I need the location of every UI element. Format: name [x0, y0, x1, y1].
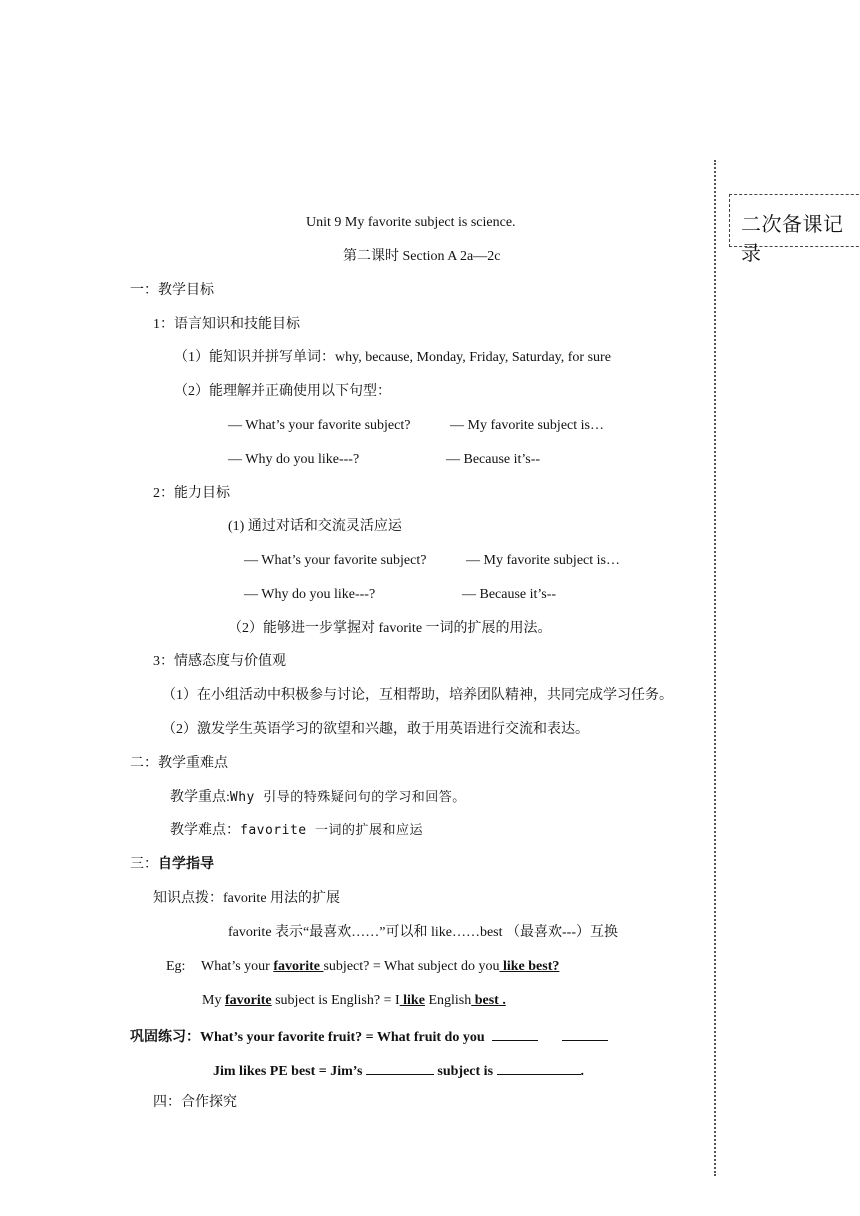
- practice-question-2-end: .: [580, 1064, 585, 1079]
- goal-2-item-1: (1) 通过对话和交流灵活应运: [228, 519, 402, 534]
- dialog-3-answer: — My favorite subject is…: [466, 553, 620, 568]
- section-2-heading: 二：教学重难点: [130, 756, 228, 771]
- example-1-keyword: favorite: [273, 959, 324, 974]
- section-3-heading: [130, 856, 214, 874]
- side-note-label: 二次备课记录: [741, 212, 844, 265]
- practice-label: 巩固练习：: [130, 1030, 200, 1045]
- practice-question-2-part-a: Jim likes PE best = Jim’s: [213, 1064, 363, 1079]
- dialog-2-question: — Why do you like---?: [228, 452, 360, 467]
- goal-2-item-2: （2）能够进一步掌握对 favorite 一词的扩展的用法。: [228, 621, 552, 636]
- key-point-label: 教学重点:: [170, 790, 230, 805]
- lesson-title: Unit 9 My favorite subject is science.: [306, 215, 516, 230]
- section-3-title: 自学指导: [158, 857, 214, 872]
- difficult-point-text: favorite 一词的扩展和应运: [240, 823, 423, 838]
- difficult-point-label: 教学难点：: [170, 823, 240, 838]
- example-label: Eg:: [166, 959, 186, 974]
- dialog-4-answer: — Because it’s--: [462, 587, 557, 602]
- goal-2-heading: 2：能力目标: [153, 486, 230, 501]
- goal-3-item-2: （2）激发学生英语学习的欲望和兴趣，敢于用英语进行交流和表达。: [162, 722, 589, 737]
- margin-divider: [714, 160, 716, 1176]
- example-1: [201, 958, 559, 976]
- practice-line-2: [213, 1060, 584, 1081]
- dialog-2-answer: — Because it’s--: [446, 452, 541, 467]
- knowledge-explain: favorite 表示“最喜欢……”可以和 like……best （最喜欢---）互换: [228, 925, 618, 940]
- answer-blank[interactable]: [497, 1060, 581, 1075]
- dialog-4-question: — Why do you like---?: [244, 587, 376, 602]
- example-2-part-e: English: [424, 993, 472, 1008]
- practice-question-2-part-b: subject is: [437, 1064, 494, 1079]
- section-1-heading: 一：教学目标: [130, 283, 214, 298]
- key-point-line: [170, 789, 466, 807]
- difficult-point-line: [170, 822, 423, 840]
- dialog-1-question: — What’s your favorite subject?: [228, 418, 411, 433]
- goal-1-heading: 1：语言知识和技能目标: [153, 317, 300, 332]
- example-2-part-a: My: [202, 993, 225, 1008]
- example-2: [202, 992, 506, 1010]
- dialog-3-question: — What’s your favorite subject?: [244, 553, 427, 568]
- goal-1-item-1: （1）能知识并拼写单词：why, because, Monday, Friday, Saturday, for sure: [174, 350, 611, 365]
- goal-1-item-2: （2）能理解并正确使用以下句型：: [174, 384, 391, 399]
- knowledge-point: 知识点拨：favorite 用法的扩展: [153, 891, 341, 906]
- lesson-subtitle: 第二课时 Section A 2a—2c: [343, 249, 501, 264]
- section-3-number: 三：: [130, 857, 158, 872]
- example-2-like: like: [399, 993, 425, 1008]
- example-1-part-c: subject? = What subject do you: [323, 959, 500, 974]
- answer-blank[interactable]: [366, 1060, 434, 1075]
- example-1-part-a: What’s your: [201, 959, 274, 974]
- example-2-part-c: subject is English? = I: [271, 993, 400, 1008]
- example-1-answer: like best?: [499, 959, 560, 974]
- key-point-text: Why 引导的特殊疑问句的学习和回答。: [229, 790, 466, 805]
- answer-blank[interactable]: [562, 1026, 608, 1041]
- practice-question-1: What’s your favorite fruit? = What fruit do you: [200, 1030, 485, 1045]
- dialog-1-answer: — My favorite subject is…: [450, 418, 604, 433]
- answer-blank[interactable]: [492, 1026, 538, 1041]
- goal-3-item-1: （1）在小组活动中积极参与讨论，互相帮助，培养团队精神，共同完成学习任务。: [162, 688, 673, 703]
- goal-3-heading: 3：情感态度与价值观: [153, 654, 286, 669]
- example-2-best: best .: [471, 993, 506, 1008]
- practice-line-1: [130, 1026, 608, 1047]
- section-4-heading: 四：合作探究: [153, 1095, 237, 1110]
- example-2-keyword: favorite: [224, 993, 272, 1008]
